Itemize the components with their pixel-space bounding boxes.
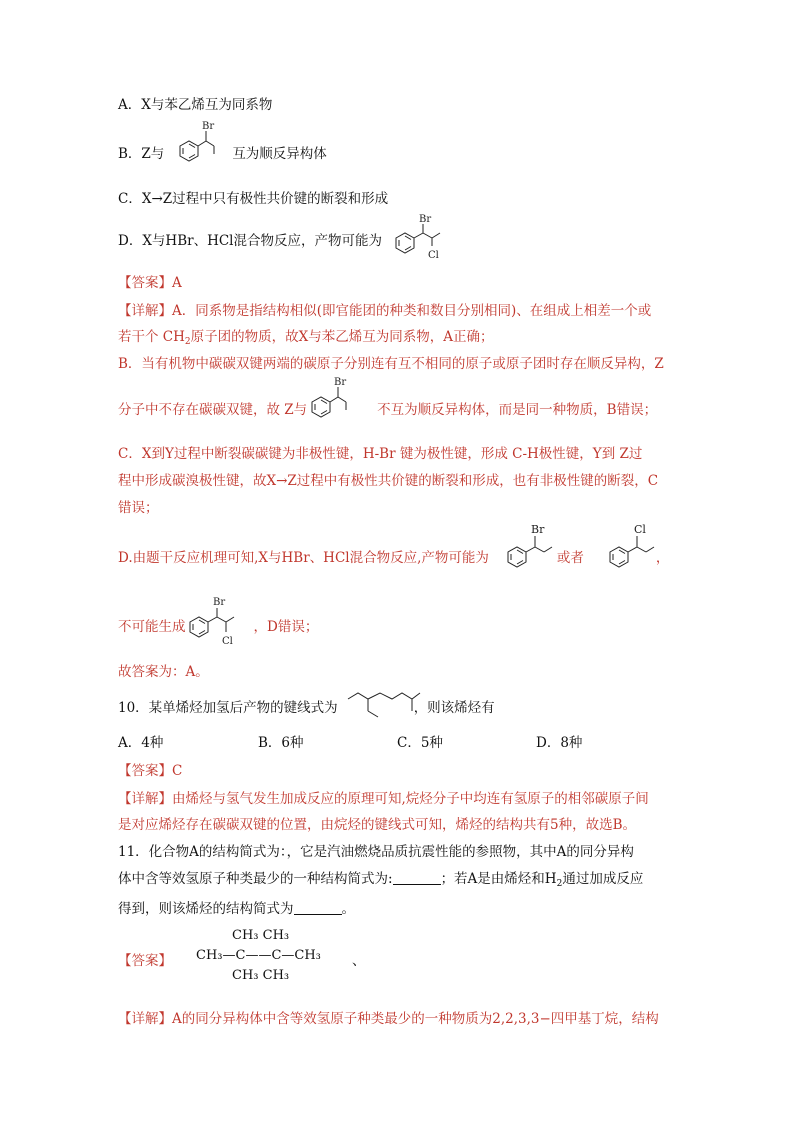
detail-label: 【详解】 [118,1011,172,1027]
subscript: 2 [556,879,563,889]
q11-stem-2 [118,870,643,893]
br-label: Br [202,121,215,132]
q10-option-a: A．4种 [118,735,164,751]
q10-detail-1 [118,790,649,808]
option-b-suffix: 互为顺反异构体 [232,146,327,162]
stem-text: 体中含等效氢原子种类最少的一种结构简式为: [118,871,393,887]
structure-bromo-chloro-propylbenzene-d [184,594,260,654]
detail-text: 不可能生成 [118,619,186,635]
q10-detail-2: 是对应烯烃存在碳碳双键的位置，由烷烃的键线式可知，烯烃的结构共有5种，故选B。 [118,817,637,833]
structure-1-bromopropylbenzene [498,522,568,582]
cl-label: Cl [222,636,233,647]
detail-text: 或者 [556,550,584,566]
detail-text: A的同分异构体中含等效氢原子种类最少的一种物质为2,2,3,3−四甲基丁烷，结构 [172,1011,659,1027]
answer-value: A [172,275,182,291]
q11-stem-3 [118,900,355,918]
q9-answer [118,274,182,292]
answer-label: 【答案】 [118,275,172,291]
q9-detail-a1 [118,302,651,320]
cl-label: Cl [634,523,646,536]
q9-conclusion: 故答案为：A。 [118,664,209,680]
detail-label: 【详解】 [118,791,172,807]
q10-answer [118,762,182,780]
q9-detail-b1: B．当有机物中碳碳双键两端的碳原子分别连有互不相同的原子或原子团时存在顺反异构，Z [118,356,664,372]
answer-separator: 、 [352,953,366,969]
q11-stem-1: 11．化合物A的结构简式为：，它是汽油燃烧品质抗震性能的参照物，其中A的同分异构 [118,844,634,860]
q9-detail-c1: C．X到Y过程中断裂碳碳键为非极性键，H-Br 键为极性键，形成 C-H极性键，Y到 Z过 [118,446,643,462]
cl-label: Cl [428,250,439,261]
detail-text: 分子中不存在碳碳双键，故 Z与 [118,402,308,418]
struct-bot: CH₃ CH₃ [232,968,290,983]
option-d: D．X与HBr、HCl混合物反应，产物可能为 [118,233,383,249]
stem-text: 10．某单烯烃加氢后产物的键线式为 [118,700,338,716]
br-label: Br [419,214,432,225]
stem-text: 通过加成反应 [562,871,644,887]
answer-value: C [172,763,183,779]
structure-1-chloropropylbenzene [600,522,670,582]
q10-option-c: C．5种 [397,735,443,751]
q9-detail-b2 [118,401,657,419]
answer-blank[interactable] [393,870,441,885]
detail-text: 原子团的物质，故X与苯乙烯互为同系物，A正确； [190,329,494,345]
detail-text: D.由题干反应机理可知,X与HBr、HCl混合物反应,产物可能为 [118,550,489,566]
option-a: A．X与苯乙烯互为同系物 [118,97,273,113]
br-label: Br [213,597,226,608]
structure-phenyl-bromoethyl-b [300,376,372,432]
q9-detail-c3: 错误； [118,500,159,516]
stem-text: ，则该烯烃有 [413,700,495,716]
q10-option-d: D．8种 [536,735,583,751]
detail-text: ， [655,550,670,566]
stem-text: 得到，则该烯烃的结构简式为 [118,901,294,917]
stem-text: ；若A是由烯烃和H [440,871,557,887]
q11-detail-1 [118,1010,659,1028]
struct-top: CH₃ CH₃ [232,928,290,943]
stem-text: 。 [341,901,355,917]
struct-mid: CH₃—C——C—CH₃ [196,948,321,963]
option-b-prefix: B．Z与 [118,146,165,162]
q10-option-b: B．6种 [258,735,304,751]
detail-text: A．同系物是指结构相似(即官能团的种类和数目分别相同)、在组成上相差一个或 [172,303,652,319]
structure-tetramethylbutane [196,926,326,986]
q10-stem [118,699,495,717]
q11-answer-label: 【答案】 [118,953,172,969]
detail-text: 若干个 CH [118,329,185,345]
detail-label: 【详解】 [118,303,172,319]
structure-skeletal-alkane [346,683,426,723]
br-label: Br [334,377,347,388]
detail-text: ，D错误； [253,619,319,635]
structure-phenyl-bromoethyl [168,120,240,176]
q9-detail-c2: 程中形成碳溴极性键，故X→Z过程中有极性共价键的断裂和形成，也有非极性键的断裂，C [118,473,659,489]
structure-bromo-chloro-propylbenzene [392,212,472,268]
detail-text: 不互为顺反异构体，而是同一种物质，B错误； [377,402,658,418]
q9-detail-d1 [118,549,669,567]
answer-blank[interactable] [294,900,342,915]
answer-label: 【答案】 [118,763,172,779]
subscript: 2 [184,337,191,347]
detail-text: 由烯烃与氢气发生加成反应的原理可知,烷烃分子中均连有氢原子的相邻碳原子间 [172,791,649,807]
option-c: C．X→Z过程中只有极性共价键的断裂和形成 [118,191,389,207]
q9-detail-a2 [118,328,494,351]
br-label: Br [531,523,545,536]
